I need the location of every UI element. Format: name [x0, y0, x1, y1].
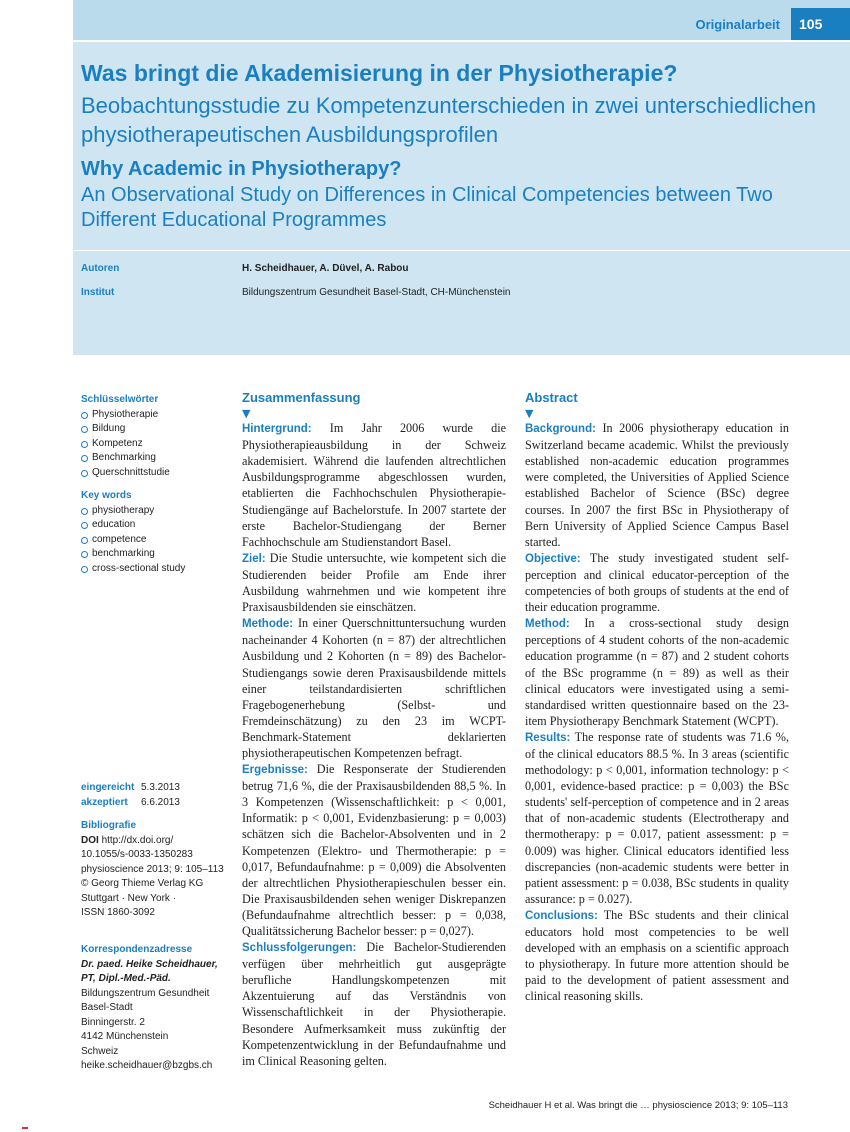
footer-citation: Scheidhauer H et al. Was bringt die … physioscience 2013; 9: 105–113	[488, 1100, 788, 1111]
biblio-line: 10.1055/s-0033-1350283	[81, 849, 193, 860]
keyword-item: cross-sectional study	[81, 562, 231, 577]
keyword-item: Physiotherapie	[81, 408, 231, 423]
abstract-results: Results: The response rate of students was 71.6 %, of the clinical educators 88.5 %. In 3 areas (scientific methodology: p < 0,001, information technology: p < 0,001, evidence-based practice: p = 0,003) the BSc students' self-perception of competence and in 2 areas that of non-academic students (Electrotherapy and thermotherapy: p = 0.017, patient assessment: p = 0.009) was higher. Clinical educators identified less discrepancies (non-academic students were better in patient assessment: p = 0.038, BSc students in quality assurance: p = 0.027).	[525, 729, 790, 906]
summary-heading: Zusammenfassung	[242, 390, 361, 405]
bullet-icon	[81, 412, 88, 419]
bullet-icon	[81, 426, 88, 433]
biblio-line: ISSN 1860-3092	[81, 907, 155, 918]
corresp-name: Dr. paed. Heike Scheidhauer,	[81, 958, 218, 970]
bullet-icon	[81, 455, 88, 462]
corner-mark	[22, 1127, 28, 1129]
corresp-line: Binningerstr. 2	[81, 1016, 145, 1028]
keyword-item: benchmarking	[81, 547, 231, 562]
summary-results: Ergebnisse: Die Responserate der Studierenden betrug 71,6 %, die der Praxisausbildenden 88,5 %. In 3 Kompetenzen (Wissenschaftlichkeit: p < 0,001, Informatik: p < 0,001, Evidenzbasierung: p = 0,003) schätzen sich die Bachelor-Absolventen und in 2 Kompetenzen (Elektro- und Thermotherapie: p = 0,017, Befundaufnahme: p = 0,009) die Absolventen der altrechtlichen Physiotherapieschulen besser ein. Die Praxisausbildenden sehen weniger Diskrepanzen (Befundaufnahme altrechtlich besser: p = 0,038, Qualitätssicherung Bachelor besser: p = 0,027).	[242, 762, 506, 938]
authors: H. Scheidhauer, A. Düvel, A. Rabou	[242, 263, 409, 274]
summary-background: Hintergrund: Im Jahr 2006 wurde die Physiotherapieausbildung in der Schweiz akademisiert. Während die laufenden altrechtlichen Ausbildungsprogramme abgeschlossen wurden, etablierten die Fachhochschulen Physiotherapie-Studiengänge auf Bachelorstufe. In 2007 startete der erste Bachelor-Studiengang der Berner Fachhochschule am Studienstandort Basel.	[242, 421, 506, 549]
keyword-item: Benchmarking	[81, 451, 231, 466]
biblio-heading: Bibliografie	[81, 820, 137, 831]
corresp-email[interactable]: heike.scheidhauer@bzgbs.ch	[81, 1060, 213, 1071]
bibliography-block	[81, 819, 236, 921]
keyword-item: physiotherapy	[81, 504, 231, 519]
submitted-date: 5.3.2013	[141, 782, 180, 793]
summary-german	[242, 390, 506, 1069]
accepted-date: 6.6.2013	[141, 796, 180, 808]
abstract-conclusions: Conclusions: The BSc students and their clinical educators hold most competencies to be well developed with an emphasis on a scientific approach to physiotherapy. In future more attention should be paid to the development of patient assessment and clinical reasoning skills.	[525, 907, 789, 1004]
doi-link[interactable]: http://dx.doi.org/	[101, 834, 174, 846]
bullet-icon	[81, 522, 88, 529]
corresp-heading: Korrespondenzadresse	[81, 944, 193, 955]
triangle-down-icon: ▼	[242, 407, 251, 421]
doi-label: DOI	[81, 834, 99, 846]
submitted-label: eingereicht	[81, 782, 135, 793]
abstract-method: Method: In a cross-sectional study design perceptions of 4 student cohorts of the non-academic education programme (n = 87) and 2 student cohorts of the BSc programme (n = 89) as well as their clinical educators were investigated using a semi-standardised written questionnaire based on the 23-item Physiotherapy Benchmark Statement (WCPT).	[525, 616, 790, 728]
dates-block	[81, 781, 180, 810]
corresp-line: 4142 Münchenstein	[81, 1031, 169, 1042]
subtitle-german: Beobachtungsstudie zu Kompetenzunterschieden in zwei unterschiedlichen physiotherapeutischen Ausbildungsprofilen	[81, 93, 817, 147]
abstract-heading: Abstract	[525, 390, 578, 405]
keywords-sidebar	[81, 393, 231, 585]
keyword-item: Kompetenz	[81, 437, 231, 452]
accepted-label: akzeptiert	[81, 796, 128, 808]
title-english: Why Academic in Physiotherapy?	[81, 158, 402, 180]
summary-aim: Ziel: Die Studie untersuchte, wie kompetent sich die Studierenden beider Profile am Ende ihrer Ausbildung wahrnehmen und wie kompetent ihre Praxisausbildenden sie einschätzen.	[242, 550, 506, 615]
corresp-line: Basel-Stadt	[81, 1002, 133, 1013]
subtitle-english: An Observational Study on Differences in Clinical Competencies between Two Different Educational Programmes	[81, 184, 773, 231]
corresp-line: Schweiz	[81, 1045, 119, 1057]
keywords-en-list	[81, 504, 231, 577]
biblio-line: Stuttgart · New York ·	[81, 892, 177, 904]
bullet-icon	[81, 551, 88, 558]
institute: Bildungszentrum Gesundheit Basel-Stadt, CH-Münchenstein	[242, 287, 511, 298]
keyword-item: competence	[81, 533, 231, 548]
top-bar	[73, 0, 850, 40]
triangle-down-icon: ▼	[525, 407, 534, 421]
keyword-item: Bildung	[81, 422, 231, 437]
corresp-line: Bildungszentrum Gesundheit	[81, 987, 210, 999]
authors-label: Autoren	[81, 263, 120, 274]
institute-label: Institut	[81, 287, 115, 298]
bullet-icon	[81, 441, 88, 448]
biblio-line: © Georg Thieme Verlag KG	[81, 878, 204, 889]
summary-conclusions: Schlussfolgerungen: Die Bachelor-Studierenden verfügen über mehrheitlich gut ausgeprägte berufliche Handlungskompetenzen mit Akzentuierung auf das Verständnis von Wissenschaftlichkeit in der Physiotherapie. Besondere Aufmerksamkeit muss zukünftig der Kompetenzentwicklung in der Befundaufnahme und im Clinical Reasoning gelten.	[242, 940, 506, 1068]
keywords-de-list	[81, 408, 231, 481]
correspondence-block	[81, 943, 241, 1074]
keywords-de-heading: Schlüsselwörter	[81, 394, 159, 405]
bullet-icon	[81, 537, 88, 544]
abstract-background: Background: In 2006 physiotherapy education in Switzerland became academic. Whilst the previously established non-academic education programmes were completed, the Universities of Applied Science established Bachelor of Science (BSc) degree courses. In 2007 the first BSc in Physiotherapy of Bern University of Applied Science Campus Basel started.	[525, 421, 789, 549]
abstract-objective: Objective: The study investigated student self-perception and clinical educator-perception of the competencies of both groups of students at the end of their education programme.	[525, 550, 789, 615]
abstract-english	[525, 390, 789, 1004]
summary-method: Methode: In einer Querschnittuntersuchung wurden nacheinander 4 Kohorten (n = 87) der altrechtlichen Ausbildung und 2 Kohorten (n = 89) des Bachelor-Studiengangs sowie deren Praxisausbildende mittels einer teilstandardisierten schriftlichen Fragebogenerhebung (Selbst- und Fremdeinschätzung) zu den 23 im WCPT-Benchmark-Statement deklarierten physiotherapeutischen Kompetenzen befragt.	[242, 616, 506, 760]
bullet-icon	[81, 470, 88, 477]
corresp-title: PT, Dipl.-Med.-Päd.	[81, 973, 171, 984]
bullet-icon	[81, 566, 88, 573]
section-label: Originalarbeit	[695, 17, 780, 32]
page-number: 105	[791, 8, 850, 40]
keywords-en-heading: Key words	[81, 490, 132, 501]
title-german: Was bringt die Akademisierung in der Physiotherapie?	[81, 60, 678, 86]
keyword-item: education	[81, 518, 231, 533]
bullet-icon	[81, 508, 88, 515]
biblio-line: physioscience 2013; 9: 105–113	[81, 863, 224, 875]
keyword-item: Querschnittstudie	[81, 466, 231, 481]
